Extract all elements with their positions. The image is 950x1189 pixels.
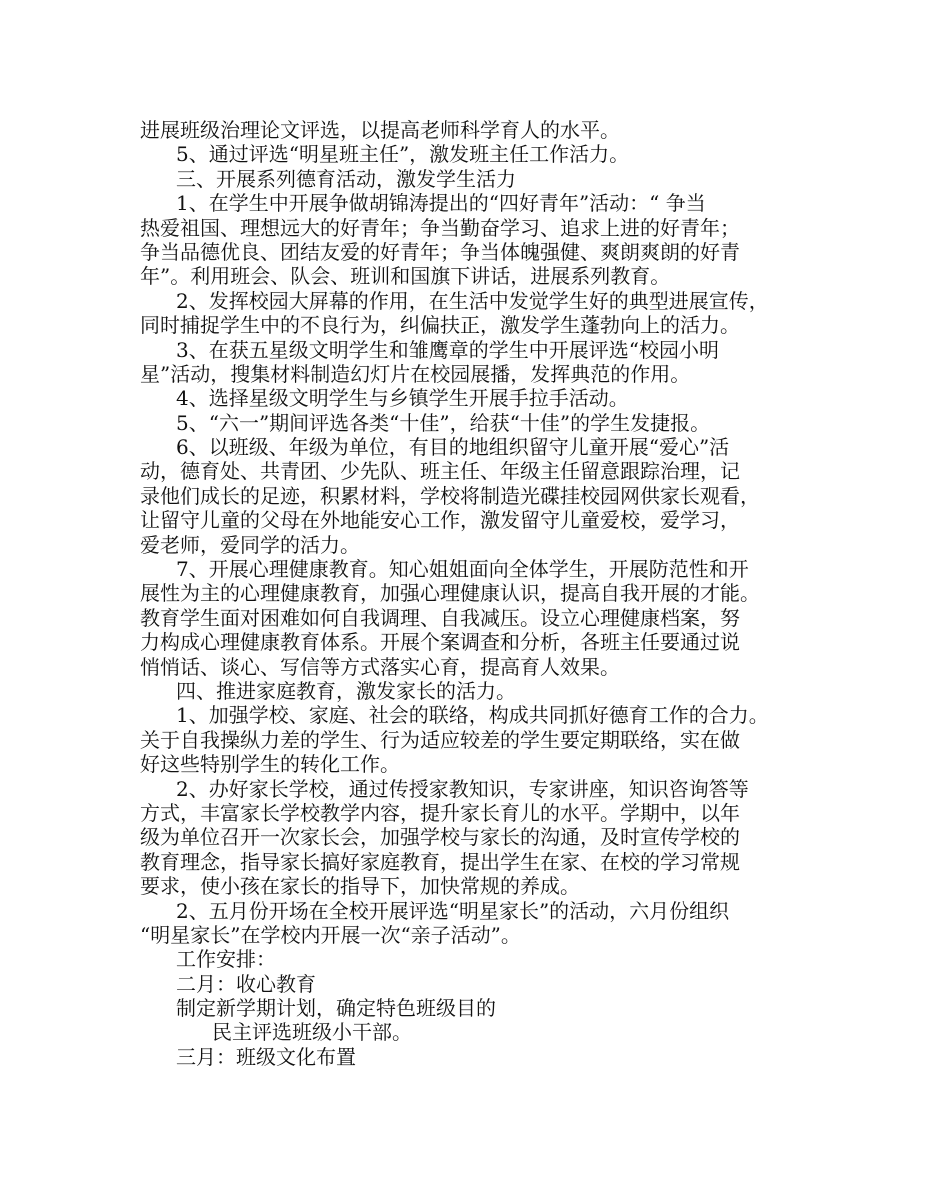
text-line: 教育理念，指导家长搞好家庭教育，提出学生在家、在校的学习常规 bbox=[140, 849, 740, 874]
text-line: 方式，丰富家长学校教学内容，提升家长育儿的水平。学期中，以年 bbox=[140, 800, 740, 825]
text-line: 力构成心理健康教育体系。开展个案调查和分析，各班主任要通过说 bbox=[140, 630, 740, 655]
text-line: “明星家长”在学校内开展一次“亲子活动”。 bbox=[140, 922, 521, 947]
text-line: 争当品德优良、团结友爱的好青年；争当体魄强健、爽朗爽朗的好青 bbox=[140, 239, 740, 264]
text-line: 制定新学期计划，确定特色班级目的 bbox=[176, 996, 496, 1021]
text-line: 6、以班级、年级为单位，有目的地组织留守儿童开展“爱心”活 bbox=[176, 435, 730, 460]
text-line: 2、五月份开场在全校开展评选“明星家长”的活动，六月份组织 bbox=[176, 898, 730, 923]
text-line: 同时捕捉学生中的不良行为，纠偏扶正，激发学生蓬勃向上的活力。 bbox=[140, 313, 740, 338]
text-line: 让留守儿童的父母在外地能安心工作，激发留守儿童爱校，爱学习， bbox=[140, 508, 740, 533]
text-line: 要求，使小孩在家长的指导下，加快常规的养成。 bbox=[140, 874, 580, 899]
text-line: 关于自我操纵力差的学生、行为适应较差的学生要定期联络，实在做 bbox=[140, 727, 740, 752]
text-line: 1、加强学校、家庭、社会的联络，构成共同抓好德育工作的合力。 bbox=[176, 703, 769, 728]
text-line: 展性为主的心理健康教育，加强心理健康认识，提高自我开展的才能。 bbox=[140, 581, 760, 606]
text-line: 热爱祖国、理想远大的好青年；争当勤奋学习、追求上进的好青年； bbox=[140, 215, 740, 240]
text-line: 1、在学生中开展争做胡锦涛提出的“四好青年”活动：“ 争当 bbox=[176, 191, 706, 216]
text-line: 4、选择星级文明学生与乡镇学生开展手拉手活动。 bbox=[176, 386, 629, 411]
text-line: 5、通过评选“明星班主任”，激发班主任工作活力。 bbox=[176, 142, 630, 167]
section-heading: 四、推进家庭教育，激发家长的活力。 bbox=[176, 678, 516, 703]
section-heading: 三、开展系列德育活动，激发学生活力 bbox=[176, 166, 516, 191]
text-line: 2、办好家长学校，通过传授家教知识，专家讲座，知识咨询答等 bbox=[176, 776, 749, 801]
text-line: 工作安排： bbox=[176, 947, 276, 972]
text-line: 进展班级治理论文评选，以提高老师科学育人的水平。 bbox=[140, 118, 620, 142]
text-line: 教育学生面对困难如何自我调理、自我减压。设立心理健康档案，努 bbox=[140, 605, 740, 630]
document-body bbox=[140, 118, 820, 1069]
text-line: 年”。利用班会、队会、班训和国旗下讲话，进展系列教育。 bbox=[140, 264, 671, 289]
text-line: 星”活动，搜集材料制造幻灯片在校园展播，发挥典范的作用。 bbox=[140, 361, 691, 386]
text-line: 录他们成长的足迹，积累材料，学校将制造光碟挂校园网供家长观看， bbox=[140, 483, 760, 508]
text-line: 级为单位召开一次家长会，加强学校与家长的沟通，及时宣传学校的 bbox=[140, 825, 740, 850]
text-line: 爱老师，爱同学的活力。 bbox=[140, 532, 360, 557]
text-line: 2、发挥校园大屏幕的作用，在生活中发觉学生好的典型进展宣传， bbox=[176, 288, 769, 313]
text-line: 悄悄话、谈心、写信等方式落实心育，提高育人效果。 bbox=[140, 654, 620, 679]
text-line: 动，德育处、共青团、少先队、班主任、年级主任留意跟踪治理，记 bbox=[140, 459, 740, 484]
text-line: 民主评选班级小干部。 bbox=[212, 1020, 412, 1045]
text-line: 3、在获五星级文明学生和雏鹰章的学生中开展评选“校园小明 bbox=[176, 337, 719, 362]
text-line: 三月：班级文化布置 bbox=[176, 1044, 356, 1069]
text-line: 7、开展心理健康教育。知心姐姐面向全体学生，开展防范性和开 bbox=[176, 557, 749, 582]
text-line: 二月：收心教育 bbox=[176, 971, 316, 996]
text-line: 5、“六一”期间评选各类“十佳”，给获“十佳”的学生发捷报。 bbox=[176, 410, 711, 435]
text-line: 好这些特别学生的转化工作。 bbox=[140, 752, 400, 777]
